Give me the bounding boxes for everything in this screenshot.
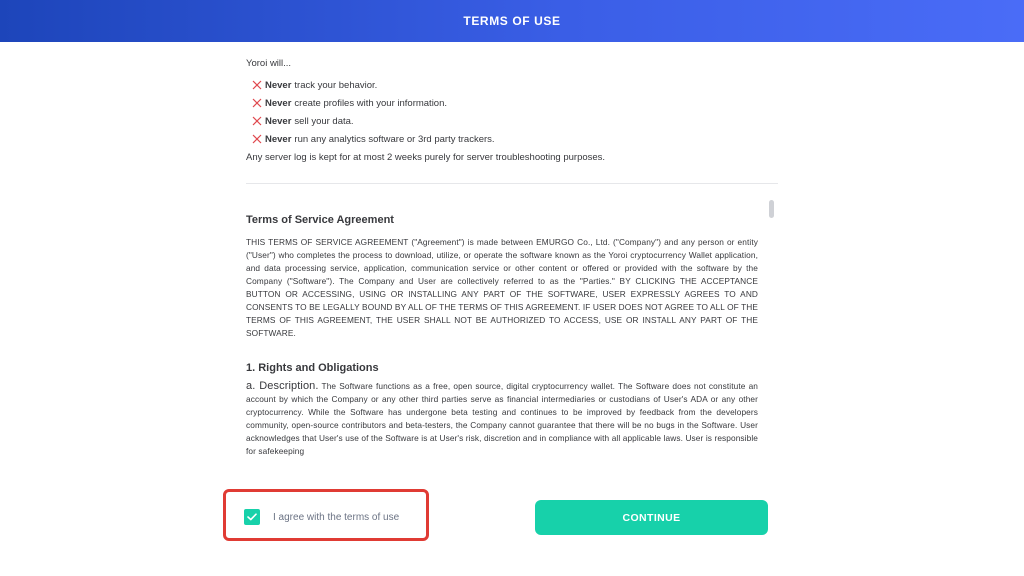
cross-icon bbox=[252, 116, 262, 126]
rights-heading: 1. Rights and Obligations bbox=[246, 362, 379, 374]
terms-heading: Terms of Service Agreement bbox=[246, 214, 394, 226]
list-item bbox=[246, 94, 776, 112]
list-item bbox=[246, 130, 776, 148]
description-paragraph bbox=[246, 380, 758, 458]
list-item bbox=[246, 112, 776, 130]
description-text: The Software functions as a free, open source, digital cryptocurrency wallet. The Software does not constitute an account by which the Company or any other third parties serve as financial intermediaries or custodians of User's ADA or any other cryptocurrency. While the Software has undergone beta testing and continues to be improved by feedback from the developers community, open-source contributors and beta-testers, the Company cannot guarantee that there will be no bugs in the Software. User acknowledges that User's use of the Software is at User's risk, discretion and in compliance with all applicable laws. User is responsible for safekeeping bbox=[246, 381, 758, 456]
never-keyword: Never bbox=[265, 115, 292, 127]
privacy-item-text: create profiles with your information. bbox=[294, 97, 448, 109]
server-log-note: Any server log is kept for at most 2 weeks purely for server troubleshooting purposes. bbox=[246, 152, 606, 163]
never-keyword: Never bbox=[265, 97, 292, 109]
cross-icon bbox=[252, 134, 262, 144]
never-keyword: Never bbox=[265, 79, 292, 91]
privacy-intro: Yoroi will... bbox=[246, 58, 292, 69]
description-label: a. Description. bbox=[246, 380, 319, 392]
list-item bbox=[246, 76, 776, 94]
check-icon bbox=[247, 513, 257, 521]
agree-checkbox-row[interactable] bbox=[244, 509, 399, 525]
header-bar bbox=[0, 0, 1024, 42]
privacy-item-text: track your behavior. bbox=[294, 79, 378, 91]
privacy-item-text: sell your data. bbox=[294, 115, 354, 127]
agree-label[interactable]: I agree with the terms of use bbox=[273, 511, 400, 523]
cross-icon bbox=[252, 98, 262, 108]
privacy-item-text: run any analytics software or 3rd party trackers. bbox=[294, 133, 495, 145]
terms-paragraph: THIS TERMS OF SERVICE AGREEMENT ("Agreement") is made between EMURGO Co., Ltd. ("Company") and any person or entity ("User") who completes the process to download, utilize, or operate the software known as the Yoroi cryptocurrency Wallet application, and data processing service, application, communication service or other content or offered or provided with the software by the Company ("Software"). The Company and User are collectively referred to as the "Parties." BY CLICKING THE ACCEPTANCE BUTTON OR ACCESSING, USING OR INSTALLING ANY PART OF THE SOFTWARE, USER EXPRESSLY AGREES TO AND CONSENTS TO BE LEGALLY BOUND BY ALL OF THE TERMS OF THIS AGREEMENT. IF USER DOES NOT AGREE TO ALL OF THE TERMS OF THIS AGREEMENT, THE USER SHALL NOT BE AUTHORIZED TO ACCESS, USE OR INSTALL ANY PART OF THE SOFTWARE. bbox=[246, 237, 758, 338]
divider bbox=[246, 183, 778, 184]
cross-icon bbox=[252, 80, 262, 90]
privacy-summary bbox=[246, 58, 776, 164]
agree-checkbox[interactable] bbox=[244, 509, 260, 525]
terms-scroll-area[interactable] bbox=[246, 206, 758, 472]
page-title: TERMS OF USE bbox=[463, 14, 561, 28]
never-keyword: Never bbox=[265, 133, 292, 145]
continue-button[interactable]: CONTINUE bbox=[535, 500, 768, 535]
terms-scrollbar-thumb[interactable] bbox=[769, 200, 774, 218]
privacy-list bbox=[246, 76, 776, 148]
